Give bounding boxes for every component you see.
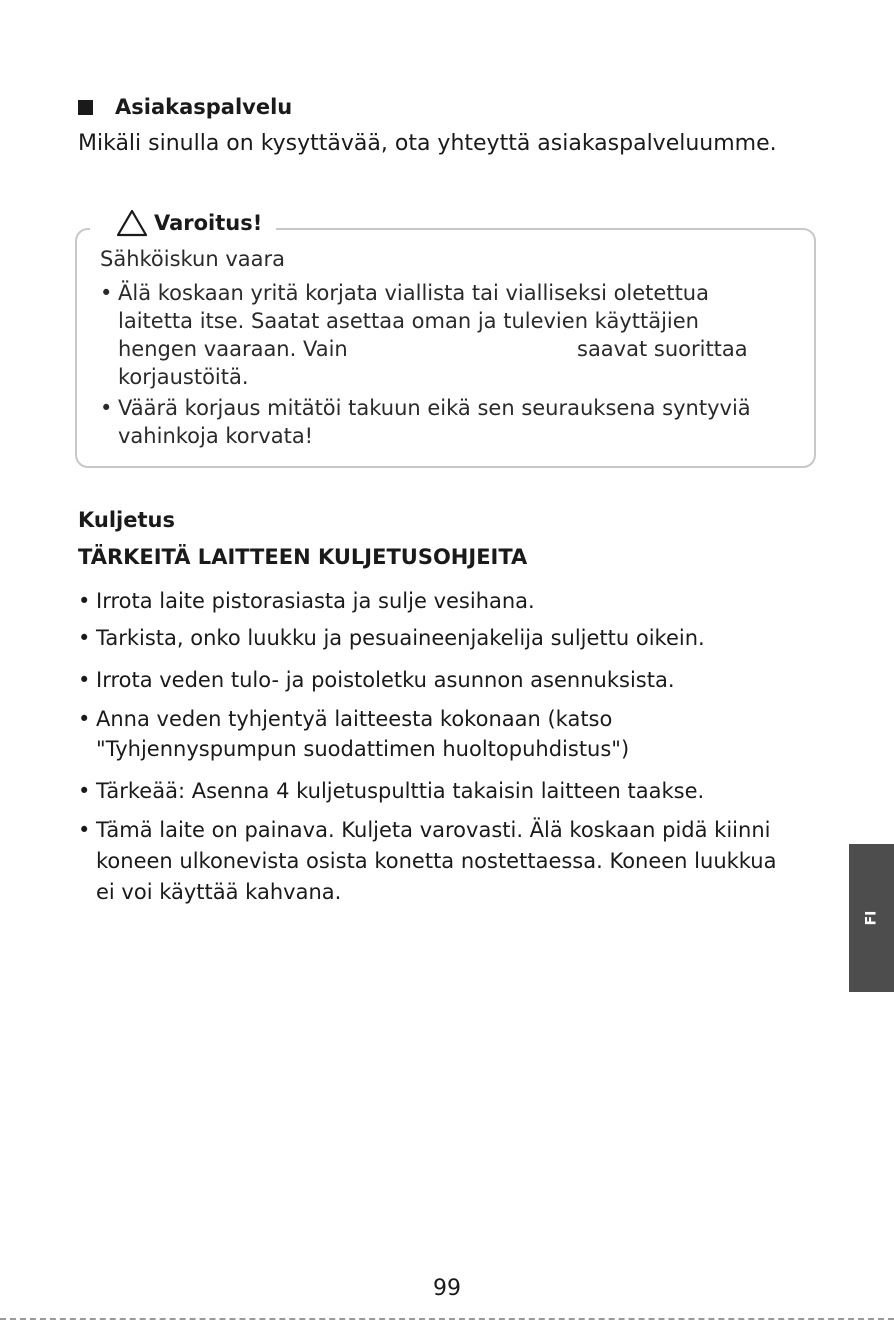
bullet-icon: • <box>78 668 91 692</box>
intro-paragraph: Mikäli sinulla on kysyttävää, ota yhteyttä asiakaspalveluumme. <box>78 131 777 156</box>
section-heading <box>78 92 292 122</box>
warning-item-line: saavat suorittaa <box>577 337 748 361</box>
warning-item-line: korjaustöitä. <box>118 365 249 389</box>
list-item-continuation: "Tyhjennyspumpun suodattimen huoltopuhdistus") <box>96 737 630 761</box>
warning-item-line: hengen vaaraan. Vain <box>118 337 348 361</box>
bottom-divider <box>0 1318 894 1320</box>
language-tab-label: FI <box>863 910 880 926</box>
bullet-icon: • <box>100 396 113 420</box>
warning-subtitle: Sähköiskun vaara <box>100 247 286 271</box>
bullet-icon: • <box>100 281 113 305</box>
bullet-icon: • <box>78 707 91 731</box>
warning-triangle-icon <box>116 209 148 237</box>
bullet-icon: • <box>78 626 91 650</box>
list-item-continuation: ei voi käyttää kahvana. <box>96 880 342 904</box>
list-item: Irrota laite pistorasiasta ja sulje vesihana. <box>96 589 535 613</box>
bullet-icon: • <box>78 779 91 803</box>
language-tab <box>849 844 894 992</box>
bullet-icon: • <box>78 818 91 842</box>
list-item: Tämä laite on painava. Kuljeta varovasti. Älä koskaan pidä kiinni <box>96 818 771 842</box>
warning-title-label: Varoitus! <box>154 211 263 235</box>
section-heading-label: Asiakaspalvelu <box>115 95 293 119</box>
list-item: Irrota veden tulo- ja poistoletku asunnon asennuksista. <box>96 668 675 692</box>
warning-item-line: laitetta itse. Saatat asettaa oman ja tulevien käyttäjien <box>118 309 699 333</box>
list-item-continuation: koneen ulkonevista osista konetta nostettaessa. Koneen luukkua <box>96 849 777 873</box>
warning-title <box>90 206 276 240</box>
warning-item-line: vahinkoja korvata! <box>118 424 314 448</box>
warning-item-line: Älä koskaan yritä korjata viallista tai vialliseksi oletettua <box>118 281 709 305</box>
page-number: 99 <box>433 1276 461 1301</box>
warning-item-line: Väärä korjaus mitätöi takuun eikä sen seurauksena syntyviä <box>118 396 751 420</box>
transport-caps-title: TÄRKEITÄ LAITTEEN KULJETUSOHJEITA <box>78 545 528 569</box>
bullet-icon: • <box>78 589 91 613</box>
list-item: Tarkista, onko luukku ja pesuaineenjakelija suljettu oikein. <box>96 626 705 650</box>
list-item: Anna veden tyhjentyä laitteesta kokonaan (katso <box>96 707 613 731</box>
square-bullet-icon <box>78 100 93 115</box>
list-item: Tärkeää: Asenna 4 kuljetuspulttia takaisin laitteen taakse. <box>96 779 705 803</box>
transport-heading: Kuljetus <box>78 508 175 532</box>
